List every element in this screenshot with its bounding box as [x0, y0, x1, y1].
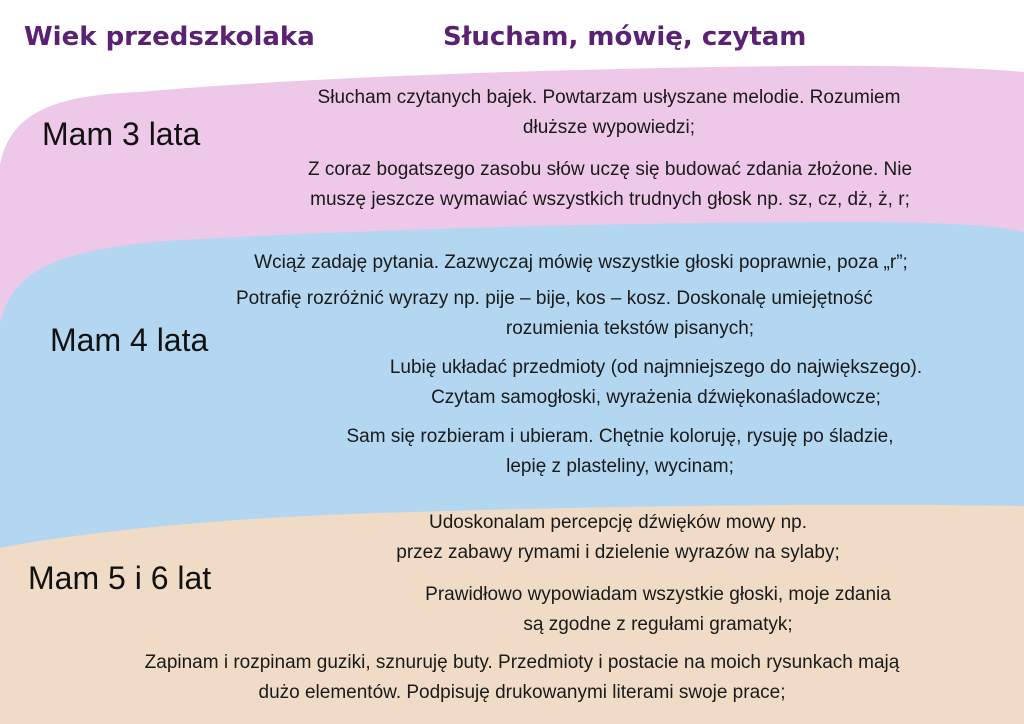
header-right-title: Słucham, mówię, czytam [443, 22, 807, 52]
age-4-label: Mam 4 lata [50, 322, 209, 358]
age-3-line-3: Z coraz bogatszego zasobu słów uczę się budować zdania złożone. Nie [307, 159, 913, 180]
age-4-line-5: Czytam samogłoski, wyrażenia dźwiękonaśladowcze; [431, 387, 881, 408]
age-4-line-3: rozumienia tekstów pisanych; [505, 318, 755, 339]
age-3-line-2: dłuższe wypowiedzi; [522, 117, 696, 138]
age-5-6-label: Mam 5 i 6 lat [28, 560, 212, 596]
age-3-line-1: Słucham czytanych bajek. Powtarzam usłyszane melodie. Rozumiem [317, 87, 901, 108]
age-4-line-1: Wciąż zadaję pytania. Zazwyczaj mówię wszystkie głoski poprawnie, poza „r”; [254, 252, 908, 273]
age-5-line-6: dużo elementów. Podpisuję drukowanymi literami swoje prace; [258, 682, 786, 703]
header-left-title: Wiek przedszkolaka [24, 22, 315, 52]
age-4-line-6: Sam się rozbieram i ubieram. Chętnie koloruję, rysuję po śladzie, [346, 426, 894, 447]
age-3-label: Mam 3 lata [42, 116, 201, 152]
age-5-line-4: są zgodne z regułami gramatyk; [523, 614, 793, 635]
age-5-line-2: przez zabawy rymami i dzielenie wyrazów na sylaby; [396, 542, 840, 563]
age-5-line-5: Zapinam i rozpinam guziki, sznuruję buty. Przedmioty i postacie na moich rysunkach mają [144, 652, 900, 673]
age-4-line-7: lepię z plasteliny, wycinam; [506, 456, 734, 477]
age-3-line-4: muszę jeszcze wymawiać wszystkich trudnych głosk np. sz, cz, dż, ż, r; [310, 189, 910, 210]
age-4-line-2: Potrafię rozróżnić wyrazy np. pije – bije, kos – kosz. Doskonalę umiejętność [236, 288, 873, 309]
age-5-line-1: Udoskonalam percepcję dźwięków mowy np. [428, 512, 808, 533]
age-5-line-3: Prawidłowo wypowiadam wszystkie głoski, moje zdania [425, 584, 891, 605]
age-4-line-4: Lubię układać przedmioty (od najmniejszego do największego). [389, 357, 923, 378]
